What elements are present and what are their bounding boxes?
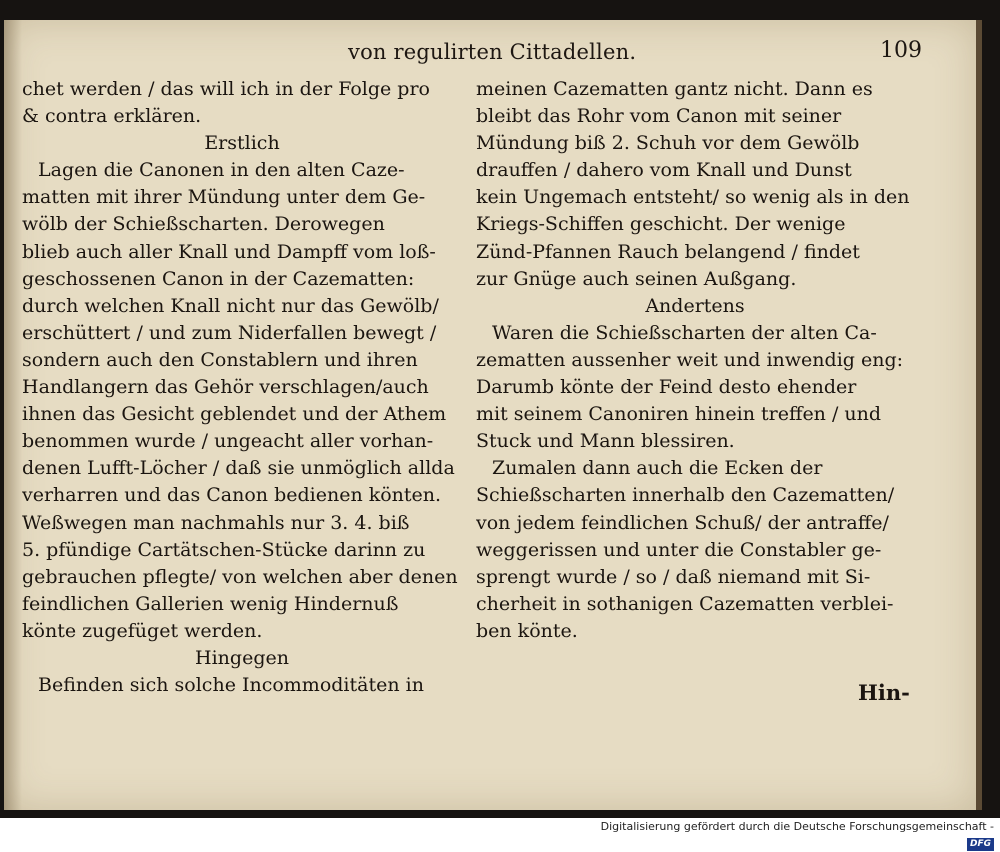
- text-line: Mündung biß 2. Schuh vor dem Gewölb: [476, 132, 860, 155]
- text-line: denen Lufft-Löcher / daß sie unmöglich allda: [22, 457, 455, 480]
- text-line: Schießscharten innerhalb den Cazematten/: [476, 484, 895, 507]
- text-line: verharren und das Canon bedienen könten.: [22, 484, 442, 507]
- text-line: chet werden / das will ich in der Folge pro: [22, 78, 430, 100]
- text-line: Kriegs-Schiffen geschicht. Der wenige: [476, 213, 846, 236]
- text-line: Zünd-Pfannen Rauch belangend / findet: [476, 240, 860, 263]
- text-line: sondern auch den Constablern und ihren: [22, 348, 418, 371]
- text-line: feindlichen Gallerien wenig Hindernuß: [22, 592, 399, 615]
- text-line: von jedem feindlichen Schuß/ der antraffe/: [476, 511, 889, 534]
- text-line: geschossenen Canon in der Cazematten:: [22, 267, 415, 290]
- running-head: von regulirten Cittadellen.: [348, 40, 637, 64]
- text-line: & contra erklären.: [22, 105, 202, 128]
- text-line: Waren die Schießscharten der alten Ca-: [492, 321, 877, 344]
- text-line: Zumalen dann auch die Ecken der: [492, 457, 823, 480]
- text-line: Befinden sich solche Incommoditäten in: [38, 674, 424, 697]
- text-line: weggerissen und unter die Constabler ge-: [476, 538, 882, 561]
- left-text-column: [22, 76, 462, 699]
- text-line: bleibt das Rohr vom Canon mit seiner: [476, 105, 842, 128]
- text-line: könte zugefüget werden.: [22, 619, 263, 642]
- text-line: benommen wurde / ungeacht aller vorhan-: [22, 430, 434, 453]
- catchword: Hin-: [858, 680, 910, 705]
- section-heading: Andertens: [645, 294, 745, 317]
- text-line: wölb der Schießscharten. Derowegen: [22, 213, 385, 236]
- text-line: ben könte.: [476, 619, 578, 642]
- text-line: mit seinem Canoniren hinein treffen / und: [476, 403, 882, 426]
- text-line: blieb auch aller Knall und Dampff vom loß-: [22, 240, 436, 263]
- dfg-logo: DFG: [967, 838, 994, 851]
- text-line: sprengt wurde / so / daß niemand mit Si-: [476, 565, 871, 588]
- credit-text: Digitalisierung gefördert durch die Deutsche Forschungsgemeinschaft -: [600, 820, 994, 833]
- text-line: erschüttert / und zum Niderfallen bewegt /: [22, 321, 437, 344]
- text-line: Handlangern das Gehör verschlagen/auch: [22, 376, 429, 399]
- section-heading: Erstlich: [204, 132, 280, 155]
- text-line: kein Ungemach entsteht/ so wenig als in den: [476, 186, 910, 209]
- digitization-credit: [600, 818, 1000, 849]
- text-line: zur Gnüge auch seinen Außgang.: [476, 267, 797, 290]
- text-line: ihnen das Gesicht geblendet und der Athem: [22, 403, 447, 426]
- text-line: cherheit in sothanigen Cazematten verblei-: [476, 592, 894, 615]
- text-line: gebrauchen pflegte/ von welchen aber denen: [22, 565, 458, 588]
- text-line: Darumb könte der Feind desto ehender: [476, 376, 857, 399]
- section-heading: Hingegen: [195, 646, 289, 669]
- text-line: drauffen / dahero vom Knall und Dunst: [476, 159, 852, 182]
- text-line: 5. pfündige Cartätschen-Stücke darinn zu: [22, 538, 426, 561]
- text-line: Stuck und Mann blessiren.: [476, 430, 735, 453]
- text-line: meinen Cazematten gantz nicht. Dann es: [476, 78, 873, 100]
- text-line: matten mit ihrer Mündung unter dem Ge-: [22, 186, 426, 209]
- text-line: durch welchen Knall nicht nur das Gewölb/: [22, 294, 439, 317]
- page-edge: [976, 20, 982, 810]
- text-line: zematten aussenher weit und inwendig eng:: [476, 348, 904, 371]
- text-line: Weßwegen man nachmahls nur 3. 4. biß: [22, 511, 410, 534]
- right-text-column: [476, 76, 914, 645]
- text-line: Lagen die Canonen in den alten Caze-: [38, 159, 405, 182]
- page-number: 109: [880, 38, 922, 63]
